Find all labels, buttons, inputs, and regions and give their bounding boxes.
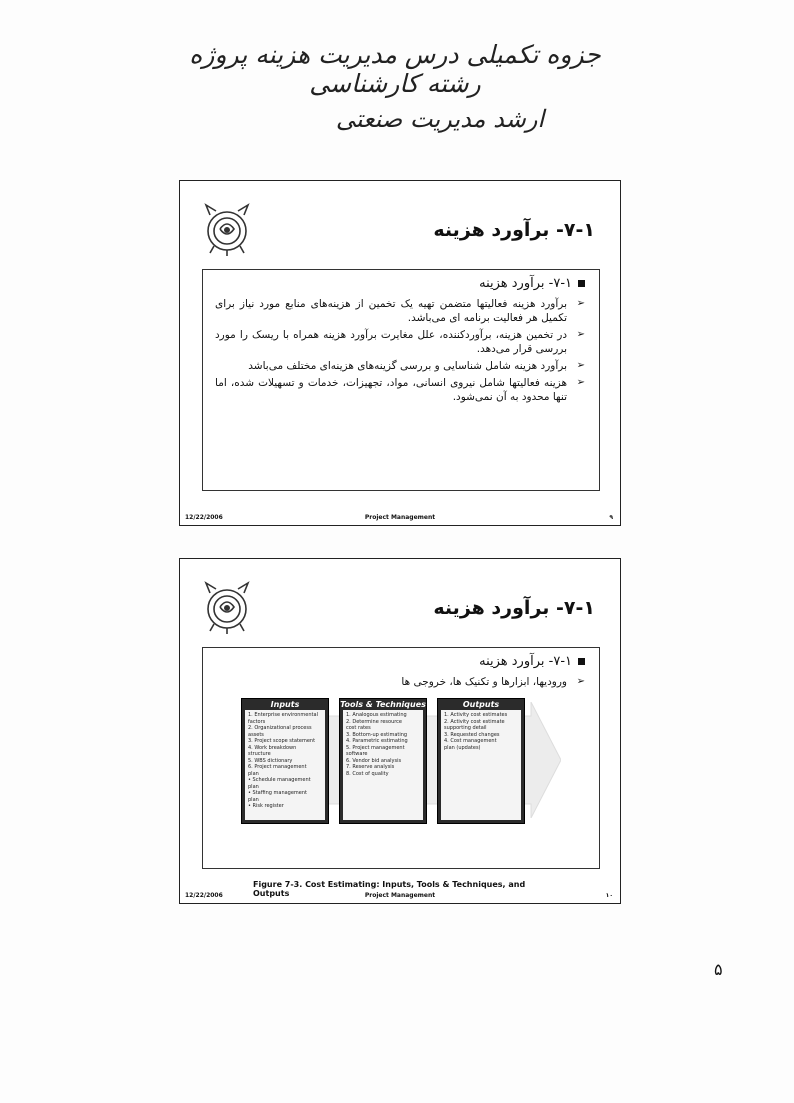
list-item xyxy=(215,376,587,404)
content-box xyxy=(202,269,600,491)
slide-9 xyxy=(179,180,621,526)
column-item: 4. Parametric estimating xyxy=(346,738,408,744)
column-item: assets xyxy=(248,731,264,738)
bullet-text: ورودیها، ابزارها و تکنیک ها، خروجی ها xyxy=(401,676,567,688)
column-header: Outputs xyxy=(462,700,500,709)
list-item xyxy=(215,297,587,325)
column-item: 1. Activity cost estimates xyxy=(444,712,508,718)
column-item: • Risk register xyxy=(248,803,284,809)
column-item: plan (updates) xyxy=(444,744,481,751)
column-body xyxy=(343,710,423,820)
arrow-bullet-icon: ➢ xyxy=(576,676,585,687)
list-item xyxy=(215,328,587,356)
column-item: 6. Project management xyxy=(248,764,307,770)
arrow-bullet-icon: ➢ xyxy=(576,329,585,340)
bullet-text: برآورد هزینه فعالیتها متضمن تهیه یک تخمین از هزینه‌های منابع مورد نیاز برای تکمیل هر فعالیت برنامه ای می‌باشد. xyxy=(215,298,567,324)
column-item: 4. Cost management xyxy=(444,738,497,744)
column-item: 3. Project scope statement xyxy=(248,738,316,744)
column-item: • Schedule management xyxy=(248,777,311,783)
handwritten-header-line-2: ارشد مدیریت صنعتی xyxy=(335,105,545,133)
bullet-text: هزینه فعالیتها شامل نیروی انسانی، مواد، تجهیزات، خدمات و تسهیلات شده، اما تنها محدود به آن نمی‌شود. xyxy=(215,377,567,403)
bullet-list xyxy=(215,297,587,407)
tools-techniques-column xyxy=(339,698,427,824)
footer-date: 12/22/2006 xyxy=(185,892,223,899)
column-item: 4. Work breakdown xyxy=(248,744,297,751)
footer-slide-number: ۱۰ xyxy=(605,892,613,899)
list-item xyxy=(215,675,587,689)
university-logo-icon xyxy=(202,201,252,257)
footer-slide-number: ۹ xyxy=(609,514,613,521)
column-item: plan xyxy=(248,770,259,777)
university-logo-icon xyxy=(202,579,252,635)
column-item: • Staffing management xyxy=(248,790,307,796)
inputs-column xyxy=(241,698,329,824)
slide-title: ۷-۱- برآورد هزینه xyxy=(433,219,595,241)
column-item: 3. Bottom-up estimating xyxy=(346,731,408,738)
arrow-bullet-icon: ➢ xyxy=(576,298,585,309)
column-item: 1. Analogous estimating xyxy=(346,712,407,718)
column-item: 7. Reserve analysis xyxy=(346,764,395,770)
column-item: supporting detail xyxy=(444,725,487,731)
column-item: plan xyxy=(248,783,259,790)
bullet-list xyxy=(215,675,587,692)
column-item: 3. Requested changes xyxy=(444,731,500,738)
column-item: 1. Enterprise environmental xyxy=(248,712,318,718)
square-bullet-icon xyxy=(578,280,585,287)
footer-title: Project Management xyxy=(364,892,436,899)
column-item: 2. Organizational process xyxy=(248,725,312,731)
bullet-text: برآورد هزینه شامل شناسایی و بررسی گزینه‌های هزینه‌ای مختلف می‌باشد xyxy=(248,360,567,372)
bullet-text: در تخمین هزینه، برآوردکننده، علل مغایرت برآورد هزینه همراه با ریسک را مورد بررسی قرار می‌دهد. xyxy=(215,329,567,355)
column-item: cost rates xyxy=(346,725,371,731)
column-header: Inputs xyxy=(270,700,300,709)
section-heading-text: ۷-۱- برآورد هزینه xyxy=(479,276,572,291)
list-item xyxy=(215,359,587,373)
arrow-bullet-icon: ➢ xyxy=(576,360,585,371)
column-item: 6. Vendor bid analysis xyxy=(346,757,402,764)
content-box xyxy=(202,647,600,898)
column-item: 2. Determine resource xyxy=(346,718,403,725)
handwritten-header-line-1: جزوه تکمیلی درس مدیریت هزینه پروژه رشته کارشناسی xyxy=(189,40,601,98)
process-figure xyxy=(241,698,561,898)
column-item: 5. WBS dictionary xyxy=(248,757,293,764)
slide-10 xyxy=(179,558,621,904)
column-item: 5. Project management xyxy=(346,744,405,751)
figure-caption: Figure 7-3. Cost Estimating: Inputs, Tools & Techniques, and Outputs xyxy=(253,880,526,898)
column-body xyxy=(245,710,325,820)
column-header: Tools & Techniques xyxy=(340,700,426,709)
column-item: software xyxy=(346,751,368,757)
section-heading-text: ۷-۱- برآورد هزینه xyxy=(479,654,572,669)
column-body xyxy=(441,710,521,820)
section-heading xyxy=(479,654,585,669)
page-number: ۵ xyxy=(714,960,723,979)
square-bullet-icon xyxy=(578,658,585,665)
column-item: factors xyxy=(248,718,266,725)
outputs-column xyxy=(437,698,525,824)
column-item: 2. Activity cost estimate xyxy=(444,718,505,725)
section-heading xyxy=(479,276,585,291)
column-item: plan xyxy=(248,796,259,803)
slide-title: ۷-۱- برآورد هزینه xyxy=(433,597,595,619)
column-item: 8. Cost of quality xyxy=(346,770,389,777)
footer-title: Project Management xyxy=(364,514,436,521)
column-item: structure xyxy=(248,751,271,757)
arrow-bullet-icon: ➢ xyxy=(576,377,585,388)
footer-date: 12/22/2006 xyxy=(185,514,223,521)
